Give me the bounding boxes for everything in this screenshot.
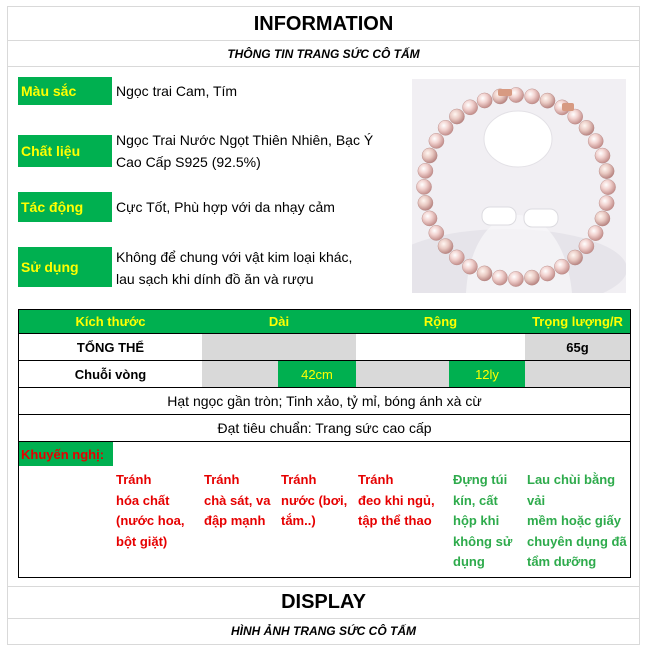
gridline [7, 40, 640, 41]
label-material: Chất liệu [18, 135, 112, 167]
pearl-bead [588, 226, 603, 241]
display-title: DISPLAY [281, 591, 366, 613]
pearl-bead [429, 133, 444, 148]
pearl-bead [418, 163, 433, 178]
gridline [7, 618, 640, 619]
gridline [7, 66, 640, 67]
pearl-bead [492, 270, 507, 285]
overall-weight: 65g [525, 334, 630, 360]
pearl-bead [568, 109, 583, 124]
overall-label: TỔNG THỂ [76, 339, 145, 355]
pearl-bead [600, 180, 615, 195]
pearl-bead [438, 120, 453, 135]
pearl-bead [568, 250, 583, 265]
value-usage: Không để chung với vật kim loại khác, lau sạch khi dính đồ ăn và rượu [116, 249, 353, 287]
recommend-avoid-impact: Tránh chà sát, va đập mạnh [204, 472, 271, 528]
pearl-bead [595, 148, 610, 163]
empty-cell [202, 334, 356, 360]
header-length: Dài [202, 310, 356, 333]
recommend-avoid-sleep-sport: Tránh đeo khi ngủ, tập thể thao [358, 472, 435, 528]
pearl-bead [554, 259, 569, 274]
empty-cell [202, 361, 278, 387]
empty-cell [356, 361, 449, 387]
note-standard: Đạt tiêu chuẩn: Trang sức cao cấp [217, 420, 432, 436]
pearl-bead [477, 266, 492, 281]
label-color: Màu sắc [18, 77, 112, 105]
pearl-bead [416, 179, 431, 194]
spec-table [18, 309, 631, 578]
gridline [7, 644, 640, 645]
strand-length: 42cm [278, 361, 356, 387]
page-title: INFORMATION [253, 13, 394, 35]
value-effect: Cực Tốt, Phù hợp với da nhạy cảm [116, 199, 335, 215]
pearl-bead [579, 120, 594, 135]
pearl-bead [599, 196, 614, 211]
recommend-cleaning: Lau chùi bằng vải mềm hoặc giấy chuyên dụng đã tẩm dưỡng [527, 472, 627, 569]
header-size: Kích thước [19, 310, 202, 333]
pearl-bead [438, 239, 453, 254]
pearl-bead [477, 93, 492, 108]
display-subtitle: HÌNH ẢNH TRANG SỨC CÔ TẤM [230, 624, 417, 638]
pearl-bead [599, 164, 614, 179]
empty-cell [525, 361, 630, 387]
pearl-bead [463, 100, 478, 115]
pearl-bead [508, 271, 523, 286]
gridline [7, 6, 640, 7]
value-material: Ngọc Trai Nước Ngọt Thiên Nhiên, Bạc Ý Cao Cấp S925 (92.5%) [116, 132, 374, 170]
pearl-bead [579, 239, 594, 254]
header-weight: Trọng lượng/R [525, 310, 630, 333]
strand-width: 12ly [449, 361, 525, 387]
recommend-storage: Đựng túi kín, cất hộp khi không sử dụng [453, 472, 513, 569]
pearl-bead [540, 93, 555, 108]
recommend-avoid-water: Tránh nước (bơi, tắm..) [281, 472, 348, 528]
label-effect: Tác động [18, 192, 112, 222]
pearl-bead [524, 270, 539, 285]
gridline [7, 586, 640, 587]
pearl-bead [540, 266, 555, 281]
pearl-bead [462, 259, 477, 274]
recommend-label: Khuyến nghị: [19, 442, 113, 466]
header-width: Rộng [356, 310, 525, 333]
recommend-avoid-chemicals: Tránh hóa chất (nước hoa, bột giặt) [116, 472, 185, 549]
pearl-bead [449, 109, 464, 124]
page-subtitle: THÔNG TIN TRANG SỨC CÔ TẤM [227, 47, 420, 61]
pearl-bead [422, 211, 437, 226]
pearl-bead [595, 211, 610, 226]
pearl-bead [449, 250, 464, 265]
label-usage: Sử dụng [18, 247, 112, 287]
pearl-bead [429, 225, 444, 240]
note-quality: Hạt ngọc gần tròn; Tinh xảo, tỷ mỉ, bóng ánh xà cừ [167, 393, 482, 409]
value-color: Ngọc trai Cam, Tím [116, 83, 238, 99]
product-photo [412, 79, 626, 293]
pearl-bead [418, 195, 433, 210]
pearl-bead [422, 148, 437, 163]
pearl-bead [525, 89, 540, 104]
strand-label: Chuỗi vòng [74, 366, 147, 382]
pearl-necklace-image [412, 79, 626, 293]
pearl-bead [588, 134, 603, 149]
